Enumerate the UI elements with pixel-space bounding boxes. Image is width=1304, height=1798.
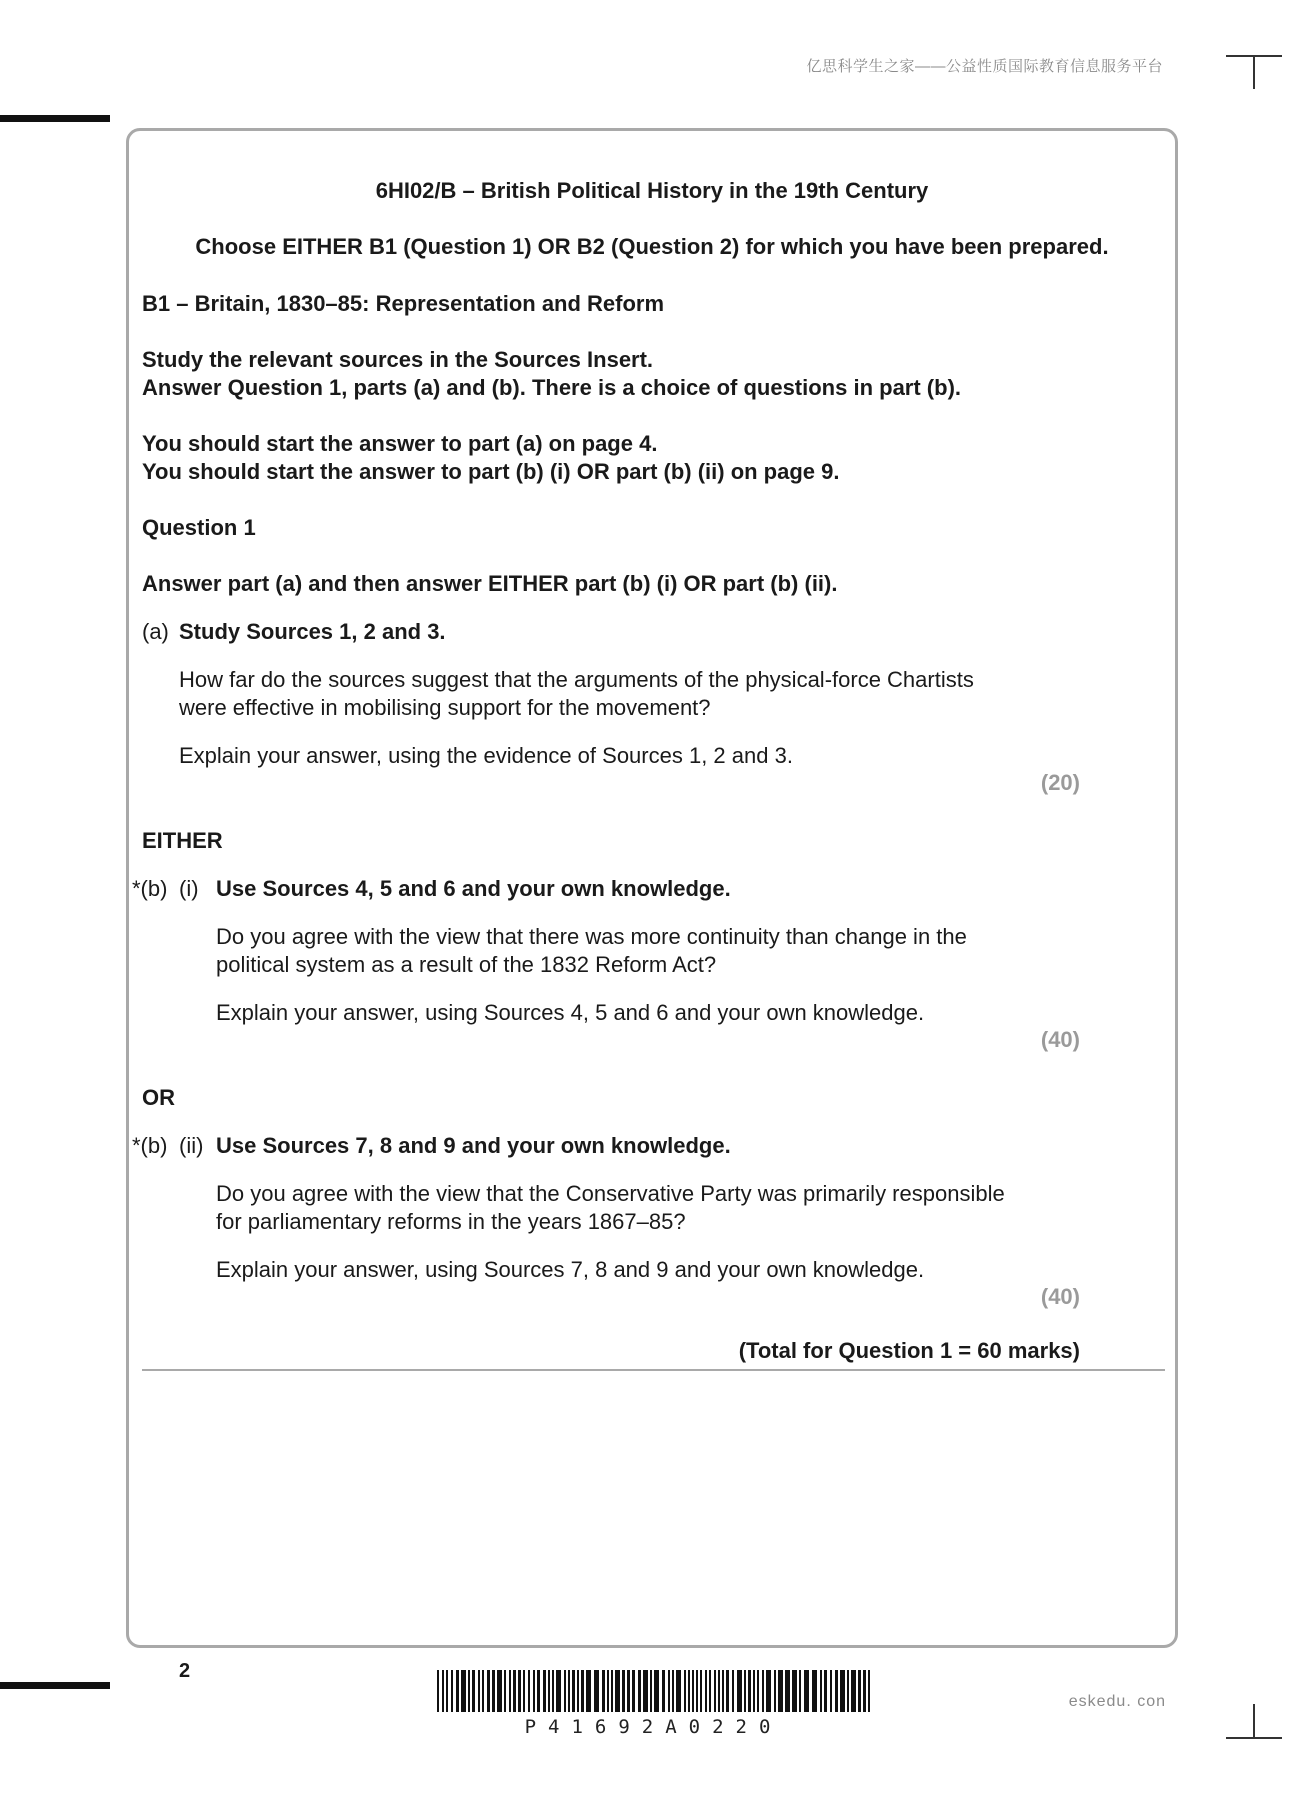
study-instruction-1: Study the relevant sources in the Sources Insert. <box>142 347 654 372</box>
or-label: OR <box>142 1085 175 1110</box>
section-heading: B1 – Britain, 1830–85: Representation and Reform <box>142 291 665 316</box>
part-b1-explain: Explain your answer, using Sources 4, 5 and 6 and your own knowledge. <box>216 1000 925 1025</box>
either-label: EITHER <box>142 828 223 853</box>
part-b1-marks: (40) <box>1040 1027 1080 1052</box>
part-b1-sub-label: (i) <box>179 876 199 901</box>
part-b2-question-1: Do you agree with the view that the Conservative Party was primarily responsible <box>216 1181 1005 1206</box>
part-b2-question-2: for parliamentary reforms in the years 1867–85? <box>216 1209 686 1234</box>
page-number: 2 <box>179 1660 191 1682</box>
total-marks: (Total for Question 1 = 60 marks) <box>738 1338 1080 1363</box>
barcode-image <box>437 1670 870 1712</box>
part-b2-sub-label: (ii) <box>179 1133 204 1158</box>
start-instruction-1: You should start the answer to part (a) on page 4. <box>142 431 658 456</box>
part-a-marks: (20) <box>1040 770 1080 795</box>
total-rule <box>142 1369 1165 1371</box>
part-b2-marks: (40) <box>1040 1284 1080 1309</box>
part-a-question-1: How far do the sources suggest that the arguments of the physical-force Chartists <box>179 667 974 692</box>
part-a-label: (a) <box>142 619 169 644</box>
start-instruction-2: You should start the answer to part (b) (i) OR part (b) (ii) on page 9. <box>142 459 840 484</box>
left-margin-bar-top <box>0 115 110 122</box>
part-b1-heading: Use Sources 4, 5 and 6 and your own knowledge. <box>216 876 731 901</box>
part-b1-question-2: political system as a result of the 1832 Reform Act? <box>216 952 717 977</box>
left-margin-bar-bottom <box>0 1682 110 1689</box>
part-a-heading: Study Sources 1, 2 and 3. <box>179 619 446 644</box>
part-b1-question-1: Do you agree with the view that there was more continuity than change in the <box>216 924 967 949</box>
crop-mark-bottom-h <box>1226 1737 1282 1739</box>
crop-mark-top-v <box>1253 57 1255 89</box>
part-a-explain: Explain your answer, using the evidence of Sources 1, 2 and 3. <box>179 743 793 768</box>
study-instruction-2: Answer Question 1, parts (a) and (b). There is a choice of questions in part (b). <box>142 375 962 400</box>
part-b2-heading: Use Sources 7, 8 and 9 and your own knowledge. <box>216 1133 731 1158</box>
choose-instruction: Choose EITHER B1 (Question 1) OR B2 (Question 2) for which you have been prepared. <box>195 234 1109 259</box>
paper-title: 6HI02/B – British Political History in the 19th Century <box>375 178 929 203</box>
part-b2-label: *(b) <box>132 1133 168 1158</box>
header-watermark: 亿思科学生之家——公益性质国际教育信息服务平台 <box>806 58 1163 75</box>
part-b1-label: *(b) <box>132 876 168 901</box>
barcode-text: P41692A0220 <box>524 1716 783 1738</box>
part-a-question-2: were effective in mobilising support for the movement? <box>179 695 711 720</box>
answer-instruction: Answer part (a) and then answer EITHER part (b) (i) OR part (b) (ii). <box>142 571 838 596</box>
site-watermark: eskedu. con <box>1068 1693 1166 1710</box>
crop-mark-bottom-v <box>1253 1704 1255 1737</box>
question-heading: Question 1 <box>142 515 256 540</box>
part-b2-explain: Explain your answer, using Sources 7, 8 and 9 and your own knowledge. <box>216 1257 925 1282</box>
